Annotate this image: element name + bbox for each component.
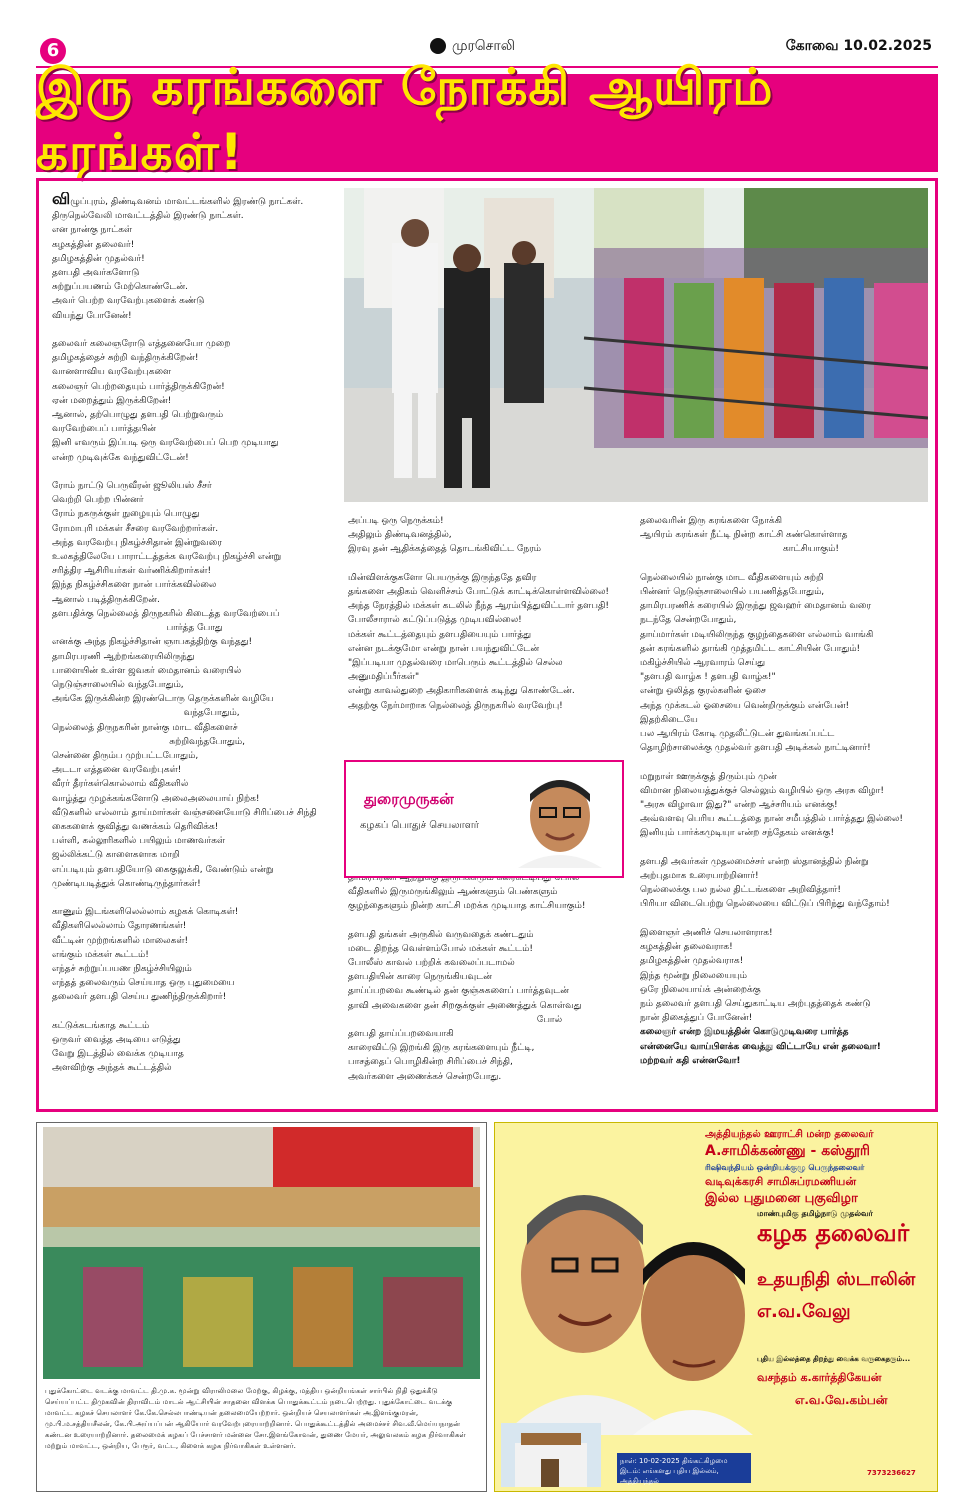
page-number: 6 [40, 38, 66, 64]
ad-line-12: எ.வ.வே.கம்பன் [795, 1393, 888, 1407]
ad-leaders-portrait [503, 1165, 753, 1435]
column-3-closing: கலைஞர் என்ற இமயத்தின் கொடுமுடிவரை பார்த்த என்னையே வாய்பிளக்க வைத்து விட்டாயே என் தலைவா! மற்றவர் கதி என்னவோ! [640, 1027, 881, 1066]
advertisement [494, 1122, 938, 1492]
byline-designation: கழகப் பொதுச் செயலாளர் [360, 820, 479, 831]
rally-photo [344, 188, 928, 502]
dropcap: வி [52, 192, 71, 208]
article-column-1 [52, 192, 322, 1107]
ad-phone: 7373236627 [867, 1469, 916, 1477]
byline-name: துரைமுருகன் [364, 790, 454, 808]
house-photo [501, 1423, 601, 1487]
column-2-top-text: அப்படி ஒரு நெருக்கம்! அதிலும் திண்டிவனத்தில், இரவு தன் ஆதிக்கத்தைத் தொடங்கிவிட்ட நேரம் மின்விளக்குகளோ பெயருக்கு இருந்ததே தவிர தங்களை அதிகம் வெளிச்சம் போட்டுக் காட்டிக்கொள்ளவில்லை! அந்த நேரத்தில் மக்கள் கடலில் நீந்த ஆரம்பித்துவிட்டார் தளபதி! போலீசாரால் கட்டுப்படுத்த முடியவில்லை! மக்கள் கூட்டத்தையும் தளபதியையும் பார்த்து என்ன நடக்குமோ என்று நான் பயந்துவிட்டேன் "இப்படியா முதல்வரை மாபெரும் கூட்டத்தில் செல்ல அனுமதிப்பீர்கள்" என்று காவல்துறை அதிகாரிகளைக் கடிந்து கொண்டேன். அதற்கு நேர்மாறாக நெல்லைத் திருநகரில் வரவேற்பு! [348, 516, 610, 711]
ad-venue: நாள்: 10-02-2025 திங்கட்கிழமை இடம்: எங்களது புதிய இல்லம், அத்தியந்தல் [617, 1453, 751, 1483]
headline-banner [36, 58, 938, 181]
ad-line-11: வசந்தம் க.கார்த்திகேயன் [757, 1371, 882, 1384]
ad-line-1: அத்தியந்தல் ஊராட்சி மன்ற தலைவர் [705, 1129, 874, 1140]
article-column-3 [640, 514, 928, 1104]
ad-line-2: A.சாமிக்கண்ணு - கஸ்தூரி [705, 1143, 871, 1159]
event-photo [43, 1127, 480, 1379]
rising-sun-icon [430, 38, 446, 54]
column-1-text: ழுப்புரம், திண்டிவனம் மாவட்டங்களில் இரண்டு நாட்கள். திருநெல்வேலி மாவட்டத்தில் இரண்டு நாட்கள். என நான்கு நாட்கள் கழகத்தின் தலைவர்! தமிழகத்தின் முதல்வர்! தளபதி அவர்களோடு சுற்றுப்பயணம் மேற்கொண்டேன். அவர் பெற்ற வரவேற்புகளைக் கண்டு வியந்து போனேன்! தலைவர் கலைஞரோடு எத்தனையோ முறை தமிழகத்தைச் சுற்றி வந்திருக்கிறேன்! வானளாவிய வரவேற்புகளை கலைஞர் பெற்றதையும் பார்த்திருக்கிறேன்! ஏன் மறைத்தும் இருக்கிறேன்! ஆனால், தற்பொழுது தளபதி பெற்றுவரும் வரவேற்பைப் பார்த்தபின் இனி எவரும் இப்படி ஒரு வரவேற்பைப் பெற முடியாது என்ற முடிவுக்கே வந்துவிட்டேன்! ரோம் நாட்டு பெருவீரன் ஜூலியஸ் சீசர் வெற்றி பெற்ற பின்னர் ரோம் நகருக்குள் நுழையும் பொழுது ரோமாபுரி மக்கள் சீசரை வரவேற்றார்கள். அந்த வரவேற்பு நிகழ்ச்சிதான் இன்றுவரை உலகத்திலேயே பாராட்டத்தக்க வரவேற்பு நிகழ்ச்சி என்று சரித்திர ஆசிரியர்கள் வர்ணிக்கிறார்கள்! இந்த நிகழ்ச்சிகளை நான் பார்க்கவில்லை ஆனால் படித்திருக்கிறேன். தளபதிக்கு நெல்லைத் திருநகரில் கிடைத்த வரவேற்பைப் பார்த்த போது எனக்கு அந்த நிகழ்ச்சிதான் ஞாபகத்திற்கு வந்தது! தாமிரபரணி ஆற்றங்கரையிலிருந்து பாளையின் உள்ள ஜவகர் மைதானம் வரையில் நெடுஞ்சாலையில் வந்தபோதும், அங்கே இருக்கின்ற இரண்டொரு தெருக்களின் வழியே வந்தபோதும், நெல்லைத் திருநகரின் நான்கு மாட வீதிகளைச் சுற்றிவந்தபோதும், சென்னை திரும்ப முற்பட்டபோதும், அடடா எத்தனை வரவேற்புகள்! வீரர் தீரர்கள்கொல்லாம் வீதிகளில் வாழ்த்து முழக்கங்களோடு அலைஅலையாய் நிற்க! வீடுகளில் எல்லாம் தாய்மார்கள் வஞ்சனையோடு சிரிப்பைச் சிந்தி கைகளைக் குவித்து வணக்கம் தெரிவிக்க! பள்ளி, கல்லூரிகளில் பயிலும் மாணவர்கள் ஜல்லிக்கட்டு காளைகளாக மாறி எப்படியும் தளபதியோடு கைகுலுக்கி, வேண்டும் என்று முண்டியடித்துக் கொண்டிருந்தார்கள்! காணும் இடங்களிலெல்லாம் கழகக் கொடிகள்! வீதிகளிலெல்லாம் தோரணங்கள்! வீட்டின் முற்றங்களில் மாலைகள்! எங்கும் மக்கள் கூட்டம்! எந்தச் சுற்றுப்பயண நிகழ்ச்சியிலும் எந்தத் தலைவரும் செய்யாத ஒரு புதுமையை தலைவர் தளபதி செய்ய துணிந்திருக்கிறார்! கட்டுக்கடங்காத கூட்டம் ஒருவர் வைத்த அடியை எடுத்து வேறு இடத்தில் வைக்க முடியாத அளவிற்கு அந்தக் கூட்டத்தில் [52, 197, 317, 1074]
ad-line-4: வடிவுக்கரசி சாமிசுப்ரமணியன் [705, 1175, 857, 1188]
edition-date: கோவை 10.02.2025 [785, 38, 932, 54]
column-2-bottom-text: வீதிகளில் இருமருங்கிலும் ஆண்களும் பெண்களும் குழந்தைகளும் நின்ற காட்சி மறக்க முடியாத காட்சியாகும்! தளபதி தங்கள் அருகில் வருவதைக் கண்டதும் மடை திறந்த வெள்ளம்போல் மக்கள் கூட்டம்! போலீஸ் காவல் பற்றிக் கவலைப்படாமல் தளபதியின் காரை நெருங்கியவுடன் தாய்ப்பறவை கூண்டில் தன் குஞ்சுகளைப் பார்த்தவுடன் தாவி அவைகளை தன் சிறகுக்குள் அணைத்துக் கொள்வது போல் தளபதி தாய்ப்பறவையாகி காரைவிட்டு இறங்கி இரு கரங்களையும் நீட்டி, பாசத்தைப் பொழிகின்ற சிரிப்பைச் சிந்தி, அவர்களை அணைக்கச் சென்றபோது. [348, 887, 586, 1082]
ad-line-3: ரிஷிவந்தியம் ஒன்றியக்குழு பெருந்தலைவர் [705, 1163, 865, 1172]
event-photo-story [36, 1122, 487, 1492]
ad-line-7: கழக தலைவர் [757, 1219, 910, 1247]
ad-line-10: புதிய இல்லத்தை திறந்து வைக்க வருகைதரும்... [757, 1355, 911, 1363]
publication-logo [430, 38, 515, 56]
rally-photo-image [344, 188, 928, 502]
ad-line-6: மாண்புமிகு தமிழ்நாடு முதல்வர் [757, 1209, 873, 1218]
byline-box [344, 760, 624, 878]
column-3-text: தலைவரின் இரு கரங்களை நோக்கி ஆயிரம் கரங்கள் நீட்டி நின்ற காட்சி கண்கொள்ளாத காட்சியாகும்! நெல்லையில் நான்கு மாட வீதிகளையும் சுற்றி பின்னர் நெடுஞ்சாலையில் பயணித்தபோதும், தாமிரபரணிக் கரையில் இருந்து ஜவஹர் மைதானம் வரை நடந்தே சென்றபோதும், தாய்மார்கள் மடியிலிருந்த குழந்தைகளை எல்லாம் வாங்கி தன் கரங்களில் தாங்கி முத்தமிட்ட காட்சியின் போதும்! மகிழ்ச்சியில் ஆரவாரம் செய்து "தளபதி வாழ்க ! தளபதி வாழ்க!" என்று ஒலித்த குரல்களின் ஓசை அந்த முக்கடல் ஓசையை வென்றிருக்கும் என்பேன்! இதற்கிடையே பல ஆயிரம் கோடி முதலீட்டுடன் துவங்கப்பட்ட தொழிற்சாலைக்கு முதல்வர் தளபதி அடிக்கல் நாட்டினார்! மறுநாள் ஊருக்குத் திரும்பும் முன் விமான நிலையத்துக்குச் செல்லும் வழியில் ஒரு அரசு விழா! "அரசு விழாவா இது?" என்ற ஆச்சரியம் எனக்கு! அவ்வளவு பெரிய கூட்டத்தை நான் சமீபத்தில் பார்த்தது இல்லை! இனியும் பார்க்கமுடியுா என்ற சந்தேகம் எனக்கு! தளபதி அவர்கள் முதலமைச்சர் என்ற ஸ்தானத்தில் நின்று அற்புதமாக உரையாற்றினார்! நெல்லைக்கு பல நல்ல திட்டங்களை அறிவித்தார்! பிரியா விடைபெற்று நெல்லையை விட்டுப் பிரிந்து வந்தோம்! இளைஞர் அணிச் செயலாளராக! கழகத்தின் தலைவராக! தமிழகத்தின் முதல்வராக! இந்த மூன்று நிலையையும் ஒரே நிலையாய்க் அன்றைக்கு நம் தலைவர் தளபதி செய்துகாட்டிய அற்புதத்தைக் கண்டு நான் திகைத்துப் போனேன்! [640, 516, 903, 1024]
ad-line-8: உதயநிதி ஸ்டாலின் [757, 1269, 916, 1290]
author-portrait [508, 772, 612, 868]
headline-text: இரு கரங்களை நோக்கி ஆயிரம் கரங்கள்! [36, 58, 774, 181]
publication-name: முரசொலி [452, 38, 515, 54]
ad-line-5: இல்ல புதுமனை புகுவிழா [705, 1191, 858, 1206]
event-caption: புதுக்கோட்டை வடக்கு மாவட்ட தி.மு.க. மூன்று விராலிமலை மேற்கு, கிழக்கு, மத்திய ஒன்றியங்கள் சார்பில் நிதி ஒதுக்கீடு செய்யப்பட்ட திமுகவின் திராவிடம் மாடல் ஆட்சியின் சாதனை விளக்க பொதுக்கூட்டம் நடைபெற்றது. புதுக்கோட்டை வடக்கு மாவட்ட கழகச் செயலாளர் கே.கே.செல்லபாண்டியன் தலைமையேற்றார். ஒன்றியச் செயலாளர்கள் அ.இளங்குமரன், மு.பி.ம.சத்தியசீலன், கே.பி.அய்யப்பன் ஆகியோர் வரவேற்புரையாற்றினார். பொதுக்கூட்டத்தில் அமைச்சர் சிவ.வீ.மெய்யநாதன் கண்டன உரையாற்றினார். தலைமைக் கழகப் பேச்சாளர் மன்னை சோ.இளங்கோவன், துணை மேயர், அலுவலகம் கழக நிர்வாகிகள் மற்றும் மாவட்ட, ஒன்றிய, பேரூர், வட்ட, கிளைக் கழக நிர்வாகிகள் உள்ளனர். [45, 1386, 466, 1450]
ad-line-9: எ.வ.வேலு [757, 1301, 851, 1322]
